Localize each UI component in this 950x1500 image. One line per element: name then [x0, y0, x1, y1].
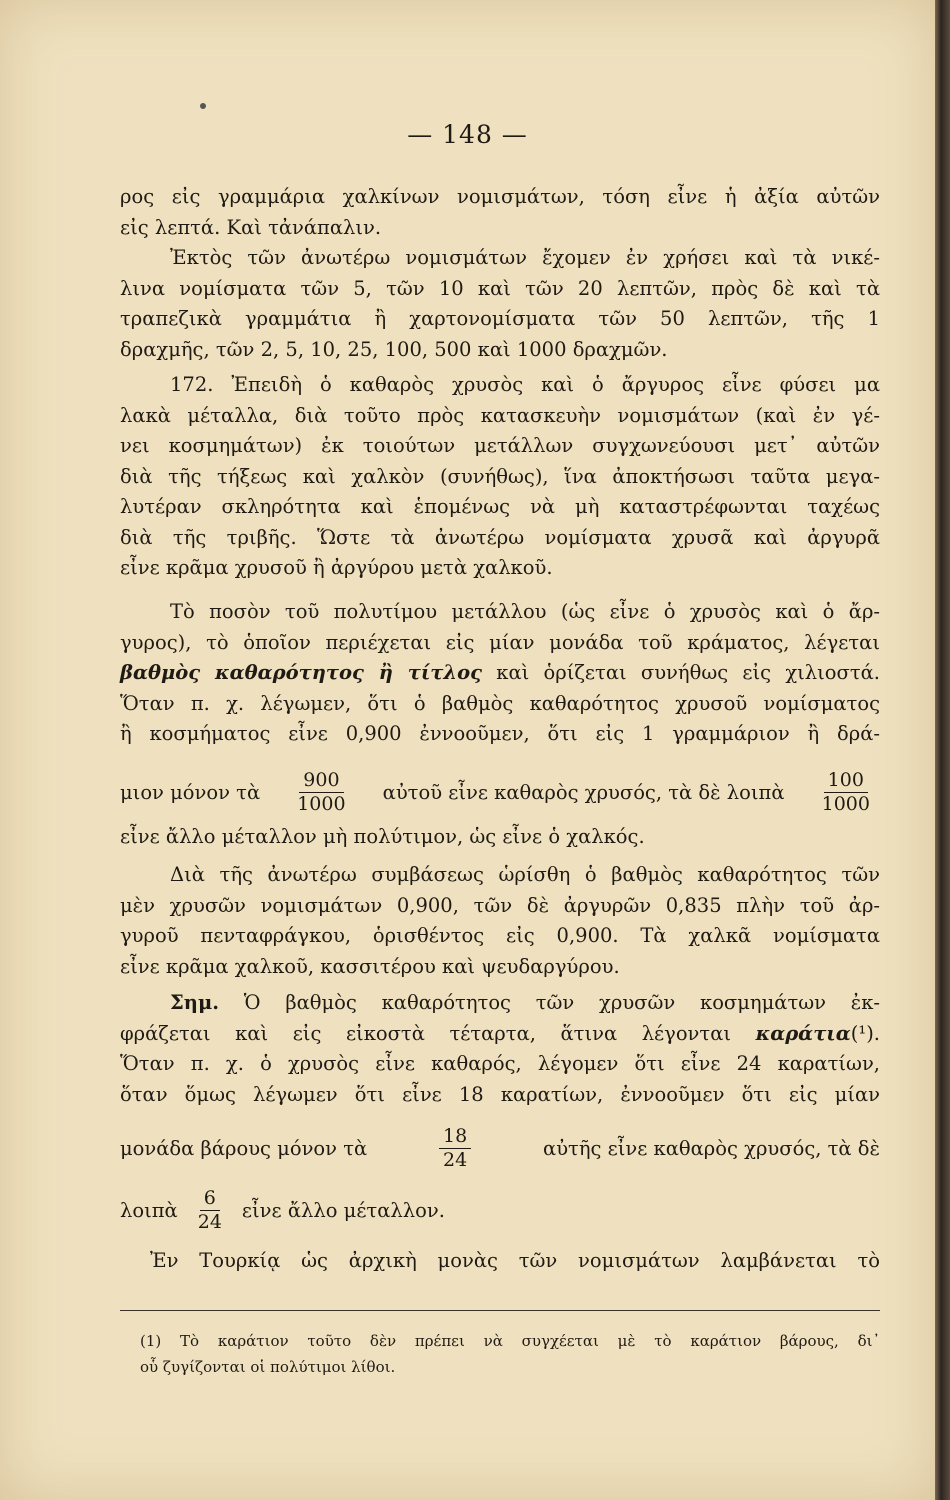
- text-fragment: μονάδα βάρους μόνον τὰ: [120, 1136, 368, 1160]
- text-line: διὰ τῆς τριβῆς. Ὥστε τὰ ἀνωτέρω νομίσματα χρυσᾶ καὶ ἀργυρᾶ: [120, 525, 880, 549]
- text-fragment: φράζεται καὶ εἰς εἰκοστὰ τέταρτα, ἅτινα λέγονται: [120, 1021, 732, 1045]
- fraction-900-1000: [293, 769, 349, 816]
- text-line: γυροῦ πενταφράγκου, ὁρισθέντος εἰς 0,900. Τὰ χαλκᾶ νομίσματα: [120, 924, 880, 947]
- paragraph-172: [120, 370, 880, 584]
- text-line: [120, 658, 880, 689]
- fraction-numerator: 100: [824, 769, 868, 793]
- text-line: Ὅταν π. χ. ὁ χρυσὸς εἶνε καθαρός, λέγομεν ὅτι εἶνε 24 καρατίων,: [120, 1052, 880, 1075]
- paragraph-convention: [120, 860, 880, 982]
- footnote-line: (1) Τὸ καράτιον τοῦτο δὲν πρέπει νὰ συγχέεται μὲ τὸ καράτιον βάρους, δι᾽: [140, 1332, 880, 1350]
- fraction-denominator: 1000: [821, 792, 870, 815]
- fraction-line: [120, 1180, 880, 1240]
- text-line: εἶνε κρᾶμα χαλκοῦ, κασσιτέρου καὶ ψευδαργύρου.: [120, 954, 620, 978]
- footnote-ref: (¹).: [850, 1021, 880, 1045]
- ink-speck: [200, 103, 206, 109]
- footnote-line: οὗ ζυγίζονται οἱ πολύτιμοι λίθοι.: [140, 1358, 396, 1376]
- term-fineness: βαθμὸς καθαρότητος ἢ τίτλος: [120, 661, 482, 684]
- text-line: εἶνε κρᾶμα χρυσοῦ ἢ ἀργύρου μετὰ χαλκοῦ.: [120, 556, 553, 579]
- text-fragment: λοιπὰ: [120, 1198, 178, 1222]
- fraction-line: [120, 762, 880, 822]
- text-fragment: καὶ ὁρίζεται συνήθως εἰς χιλιοστά.: [496, 661, 881, 684]
- paragraph-turkey: [120, 1246, 880, 1277]
- fraction-line: [120, 1118, 880, 1178]
- text-line: Ἐν Τουρκίᾳ ὡς ἀρχικὴ μονὰς τῶν νομισμάτων λαμβάνεται τὸ: [150, 1249, 880, 1272]
- text-line: διὰ τῆς τήξεως καὶ χαλκὸν (συνήθως), ἵνα ἀποκτήσωσι ταῦτα μεγα-: [120, 464, 880, 488]
- text-line: [120, 1019, 880, 1050]
- fraction-18-24: [439, 1125, 471, 1172]
- text-line: λακὰ μέταλλα, διὰ τοῦτο πρὸς κατασκευὴν νομισμάτων (καὶ ἐν γέ-: [120, 403, 880, 427]
- term-carats: καράτια: [755, 1021, 851, 1045]
- text-line: Ὅταν π. χ. λέγωμεν, ὅτι ὁ βαθμὸς καθαρότητος χρυσοῦ νομίσματος: [120, 691, 880, 715]
- fraction-denominator: 1000: [297, 792, 346, 815]
- paragraph-fineness-end: [120, 822, 880, 853]
- fraction-100-1000: [818, 769, 874, 816]
- text-line: τραπεζικὰ γραμμάτια ἢ χαρτονομίσματα τῶν 50 λεπτῶν, τῆς 1: [120, 307, 880, 330]
- note-label: Σημ.: [170, 991, 220, 1014]
- fraction-denominator: 24: [197, 1210, 222, 1233]
- text-line: λινα νομίσματα τῶν 5, τῶν 10 καὶ τῶν 20 λεπτῶν, πρὸς δὲ καὶ τὰ: [120, 276, 880, 300]
- text-line: ἢ κοσμήματος εἶνε 0,900 ἐννοοῦμεν, ὅτι εἰς 1 γραμμάριον ἢ δρά-: [120, 722, 880, 745]
- text-fragment: μιον μόνον τὰ: [120, 780, 261, 804]
- fraction-numerator: 18: [439, 1125, 471, 1149]
- note-paragraph: [120, 988, 880, 1110]
- text-line: μὲν χρυσῶν νομισμάτων 0,900, τῶν δὲ ἀργυρῶν 0,835 πλὴν τοῦ ἀρ-: [120, 893, 880, 917]
- text-fragment: εἶνε ἄλλο μέταλλον.: [241, 1198, 445, 1222]
- footnote-divider: [120, 1310, 880, 1311]
- text-line: 172. Ἐπειδὴ ὁ καθαρὸς χρυσὸς καὶ ὁ ἄργυρος εἶνε φύσει μα: [170, 373, 880, 396]
- text-line: Ἐκτὸς τῶν ἀνωτέρω νομισμάτων ἔχομεν ἐν χρήσει καὶ τὰ νικέ-: [170, 246, 880, 269]
- text-fragment: αὐτοῦ εἶνε καθαρὸς χρυσός, τὰ δὲ λοιπὰ: [382, 780, 785, 804]
- text-line: δραχμῆς, τῶν 2, 5, 10, 25, 100, 500 καὶ 1000 δραχμῶν.: [120, 337, 668, 361]
- text-line: Διὰ τῆς ἀνωτέρω συμβάσεως ὡρίσθη ὁ βαθμὸς καθαρότητος τῶν: [170, 863, 880, 886]
- text-line: ὅταν ὅμως λέγωμεν ὅτι εἶνε 18 καρατίων, ἐννοοῦμεν ὅτι εἰς μίαν: [120, 1082, 880, 1106]
- paragraph-nickel-coins: [120, 243, 880, 365]
- text-line: Τὸ ποσὸν τοῦ πολυτίμου μετάλλου (ὡς εἶνε ὁ χρυσὸς καὶ ὁ ἄρ-: [170, 600, 880, 623]
- text-line: [120, 988, 880, 1019]
- text-line: λυτέραν σκληρότητα καὶ ἑπομένως νὰ μὴ καταστρέφωνται ταχέως: [120, 495, 880, 518]
- fraction-numerator: 6: [200, 1187, 220, 1211]
- text-line: νει κοσμημάτων) ἐκ τοιούτων μετάλλων συγχωνεύουσι μετ᾽ αὐτῶν: [120, 434, 880, 457]
- text-fragment: αὐτῆς εἶνε καθαρὸς χρυσός, τὰ δὲ: [543, 1136, 880, 1160]
- fraction-6-24: [194, 1187, 226, 1234]
- footnote: [140, 1328, 880, 1380]
- text-line: εἶνε ἄλλο μέταλλον μὴ πολύτιμον, ὡς εἶνε ὁ χαλκός.: [120, 825, 645, 848]
- text-line: ρος εἰς γραμμάρια χαλκίνων νομισμάτων, τόση εἶνε ἡ ἀξία αὐτῶν: [120, 185, 880, 208]
- text-line: εἰς λεπτά. Καὶ τἀνάπαλιν.: [120, 215, 382, 239]
- fraction-denominator: 24: [443, 1148, 468, 1171]
- book-edge: [935, 0, 950, 1500]
- text-line: γυρος), τὸ ὁποῖον περιέχεται εἰς μίαν μονάδα τοῦ κράματος, λέγεται: [120, 630, 880, 654]
- text-fragment: Ὁ βαθμὸς καθαρότητος τῶν χρυσῶν κοσμημάτων ἐκ-: [243, 991, 880, 1014]
- paragraph-fineness: [120, 597, 880, 750]
- fraction-numerator: 900: [299, 769, 343, 793]
- paragraph-continuation: [120, 182, 880, 243]
- page-number: — 148 —: [407, 120, 528, 149]
